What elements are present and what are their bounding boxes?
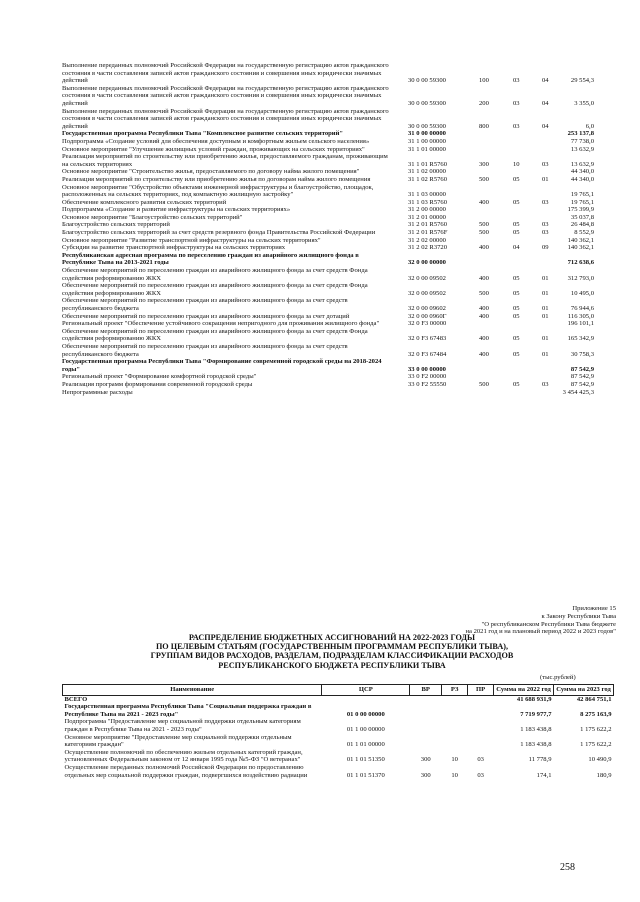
row-csr: 31 2 01 R5760	[408, 221, 448, 229]
appendix-line: на 2021 год и на плановый период 2022 и 2023 годов"	[465, 628, 616, 636]
table-row	[63, 718, 614, 733]
row-sum: 253 137,8	[567, 130, 594, 138]
row-pr: 03	[542, 160, 549, 168]
cell-pr	[468, 695, 494, 703]
row-csr: 32 0 00 0960Г	[408, 312, 447, 320]
row-csr: 31 1 03 R5760	[408, 198, 448, 206]
table-row	[63, 703, 614, 718]
header-pr: ПР	[468, 685, 494, 696]
list-item	[62, 184, 594, 199]
upper-budget-list	[62, 62, 594, 396]
cell-pr	[468, 703, 494, 718]
row-vr: 300	[479, 160, 489, 168]
row-csr: 31 1 02 R5760	[408, 175, 448, 183]
row-name: Основное мероприятие "Строительство жилья, предоставляемого по договору найма жилого помещения"	[62, 168, 360, 176]
row-vr: 800	[479, 122, 489, 130]
list-item	[62, 62, 594, 85]
row-csr: 30 0 00 59300	[408, 122, 446, 130]
row-sum: 76 944,6	[570, 305, 594, 312]
cell-rz: 10	[451, 771, 458, 779]
list-item	[62, 146, 594, 154]
row-name: Обеспечение мероприятий по переселению граждан из аварийного жилищного фонда за счет средств Фонда содействия реформированию ЖКХ	[62, 267, 368, 282]
table-row	[63, 695, 614, 703]
cell-vr	[410, 703, 442, 718]
cell-csr: 01 1 01 51370	[346, 771, 385, 779]
row-name: Реализация мероприятий по строительству или приобретению жилья, предоставляемого гражданам, проживающим на сельских территориях	[62, 153, 388, 168]
row-pr: 09	[542, 244, 549, 252]
row-vr: 400	[479, 305, 489, 312]
row-csr: 32 0 F3 67484	[408, 350, 447, 358]
row-name: Основное мероприятие "Благоустройство сельских территорий"	[62, 213, 243, 221]
row-name: Региональный проект "Обеспечение устойчивого сокращения непригодного для проживания жилищного фонда"	[62, 320, 380, 328]
row-vr: 100	[479, 77, 489, 85]
row-sum: 196 101,1	[567, 320, 594, 328]
cell-csr	[322, 695, 410, 703]
row-sum: 19 765,1	[570, 191, 594, 199]
row-sum: 8 552,9	[574, 229, 594, 237]
row-csr: 32 0 F3 00000	[408, 320, 447, 328]
row-name: Основное мероприятие "Развитие транспортной инфраструктуры на сельских территориях"	[62, 236, 321, 244]
header-csr: ЦСР	[322, 685, 410, 696]
row-sum: 87 542,9	[570, 373, 594, 381]
row-name: Республиканская адресная программа по переселению граждан из аварийного жилищного фонда в Республике Тыва на 2013-2021 годы	[62, 251, 359, 267]
list-item	[62, 373, 594, 381]
header-name: Наименование	[63, 685, 322, 696]
row-name: Выполнение переданных полномочий Российской Федерации на государственную регистрацию актов гражданского состояния в части составления записей актов гражданского состояния и совершения иных юридически значимых действий	[62, 107, 389, 130]
row-vr: 400	[479, 198, 489, 206]
cell-csr: 01 0 00 00000	[346, 710, 385, 718]
row-csr: 31 2 02 00000	[408, 236, 446, 244]
row-sum: 13 632,9	[570, 160, 594, 168]
row-sum: 140 362,1	[567, 244, 594, 252]
list-item	[62, 108, 594, 131]
row-name: Подпрограмма «Создание и развитие инфраструктуры на сельских территориях»	[62, 206, 291, 214]
row-rz: 03	[513, 99, 520, 107]
row-csr: 31 2 02 R3720	[408, 244, 448, 252]
cell-rz: 10	[451, 756, 458, 764]
list-item	[62, 282, 594, 297]
units-label: (тыс.рублей)	[540, 674, 576, 681]
row-rz: 05	[513, 312, 520, 320]
cell-s22: 1 183 438,8	[520, 741, 552, 749]
row-sum: 44 340,0	[570, 168, 594, 176]
row-pr: 01	[542, 175, 549, 183]
row-name: Выполнение переданных полномочий Российской Федерации на государственную регистрацию актов гражданского состояния в части составления записей актов гражданского состояния и совершения иных юридически значимых действий	[62, 84, 389, 107]
cell-rz	[442, 734, 468, 749]
row-vr: 500	[479, 380, 489, 388]
row-rz: 05	[513, 380, 520, 388]
list-item	[62, 168, 594, 176]
cell-s23: 42 864 751,1	[576, 695, 612, 703]
row-csr: 31 1 02 00000	[408, 168, 446, 176]
list-item	[62, 85, 594, 108]
row-name: Благоустройство сельских территорий	[62, 221, 170, 229]
row-csr: 31 1 01 00000	[408, 145, 446, 153]
row-sum: 30 758,3	[570, 350, 594, 358]
list-item	[62, 130, 594, 138]
row-sum: 35 037,8	[570, 213, 594, 221]
cell-s23: 1 175 622,2	[580, 741, 612, 749]
cell-pr: 03	[477, 756, 484, 764]
row-rz: 05	[513, 229, 520, 237]
list-item	[62, 381, 594, 389]
list-item	[62, 244, 594, 252]
row-sum: 312 793,0	[567, 274, 594, 282]
cell-rz	[442, 718, 468, 733]
row-sum: 140 362,1	[567, 236, 594, 244]
row-vr: 400	[479, 274, 489, 282]
row-name: Выполнение переданных полномочий Российской Федерации на государственную регистрацию актов гражданского состояния в части составления записей актов гражданского состояния и совершения иных юридически значимых действий	[62, 62, 389, 85]
row-name: Основное мероприятие "Улучшение жилищных условий граждан, проживающих на сельских территориях"	[62, 145, 365, 153]
row-csr: 32 0 00 09602	[408, 305, 446, 312]
list-item	[62, 389, 594, 397]
row-vr: 500	[479, 221, 489, 229]
row-name: Обеспечение мероприятий по переселению граждан из аварийного жилищного фонда за счет средств республиканского бюджета	[62, 342, 348, 358]
row-csr: 33 0 00 00000	[408, 365, 446, 373]
row-rz: 04	[513, 244, 520, 252]
cell-s23: 1 175 622,2	[580, 725, 612, 733]
cell-name: Государственная программа Республики Тыва "Социальная поддержка граждан в Республике Тыва на 2021 - 2023 годы"	[64, 703, 312, 718]
row-rz: 03	[513, 122, 520, 130]
heading-line: РАСПРЕДЕЛЕНИЕ БЮДЖЕТНЫХ АССИГНОВАНИЙ НА 2022-2023 ГОДЫ	[188, 633, 476, 642]
list-item	[62, 252, 594, 267]
row-pr: 01	[542, 335, 549, 343]
list-item	[62, 206, 594, 214]
cell-s23: 10 490,9	[588, 756, 612, 764]
row-rz: 05	[513, 221, 520, 229]
cell-pr	[468, 734, 494, 749]
header-sum-2023: Сумма на 2023 год	[554, 685, 614, 696]
row-vr: 400	[479, 312, 489, 320]
list-item	[62, 320, 594, 328]
row-vr: 400	[479, 335, 489, 343]
header-vr: ВР	[410, 685, 442, 696]
row-name: Обеспечение мероприятий по переселению граждан из аварийного жилищного фонда за счет средств республиканского бюджета	[62, 297, 348, 312]
row-csr: 32 0 00 09502	[408, 289, 446, 297]
cell-name: Подпрограмма "Предоставление мер социальной поддержки отдельным категориям граждан в Республике Тыва на 2021 - 2023 годы"	[64, 718, 301, 733]
cell-rz	[442, 695, 468, 703]
row-csr: 31 1 03 00000	[408, 191, 446, 199]
row-name: Основное мероприятие "Обустройство объектами инженерной инфраструктуры и благоустройство, площадок, расположенных на сельских территориях, под компактную жилищную застройку"	[62, 183, 374, 199]
row-name: Благоустройство сельских территорий за счет средств резервного фонда Правительства Российской Федерации	[62, 229, 376, 237]
table-row	[63, 764, 614, 779]
list-item	[62, 343, 594, 358]
row-pr: 04	[542, 122, 549, 130]
table-row	[63, 749, 614, 764]
row-csr: 32 0 00 09502	[408, 274, 446, 282]
row-pr: 03	[542, 229, 549, 237]
row-name: Подпрограмма «Создание условий для обеспечения доступным и комфортным жильем сельского населения»	[62, 137, 370, 145]
list-item	[62, 214, 594, 222]
list-item	[62, 138, 594, 146]
cell-s23: 8 275 163,9	[580, 710, 612, 718]
row-csr: 31 1 01 R5760	[408, 160, 448, 168]
cell-vr	[410, 734, 442, 749]
row-pr: 03	[542, 380, 549, 388]
row-sum: 87 542,9	[570, 365, 594, 373]
row-sum: 77 738,0	[570, 137, 594, 145]
cell-pr: 03	[477, 771, 484, 779]
list-item	[62, 221, 594, 229]
cell-s22: 11 778,9	[528, 756, 552, 764]
row-pr: 01	[542, 289, 549, 297]
row-pr: 03	[542, 221, 549, 229]
page-number: 258	[560, 862, 575, 873]
cell-s22: 41 688 931,9	[516, 695, 552, 703]
header-rz: РЗ	[442, 685, 468, 696]
document-heading	[62, 633, 602, 670]
row-name: Обеспечение мероприятий по переселению граждан из аварийного жилищного фонда за счет средств Фонда содействия реформированию ЖКХ	[62, 282, 368, 297]
row-name: Обеспечение мероприятий по переселению граждан из аварийного жилищного фонда за счет дотаций	[62, 312, 350, 320]
header-sum-2022: Сумма на 2022 год	[494, 685, 554, 696]
row-name: Обеспечение комплексного развития сельских территорий	[62, 198, 227, 206]
row-name: Реализация мероприятий по строительству или приобретению жилья по договорам найма жилого помещения	[62, 175, 371, 183]
cell-s23: 180,9	[596, 771, 612, 779]
list-item	[62, 237, 594, 245]
row-rz: 05	[513, 335, 520, 343]
cell-csr: 01 1 01 00000	[346, 741, 385, 749]
list-item	[62, 229, 594, 237]
list-item	[62, 358, 594, 373]
row-name: Государственная программа Республики Тыва "Комплексное развитие сельских территорий"	[62, 130, 344, 138]
cell-vr	[410, 718, 442, 733]
appendix-line: Приложение 15	[572, 605, 616, 612]
appendix-line: к Закону Республики Тыва	[541, 612, 616, 620]
list-item	[62, 176, 594, 184]
row-rz: 05	[513, 350, 520, 358]
cell-pr	[468, 718, 494, 733]
row-sum: 44 340,0	[570, 175, 594, 183]
cell-rz	[442, 703, 468, 718]
cell-s22: 174,1	[536, 771, 552, 779]
row-name: Реализация программ формирования современной городской среды	[62, 380, 253, 388]
row-csr: 31 1 00 00000	[408, 137, 446, 145]
budget-table	[62, 684, 614, 779]
row-sum: 165 342,9	[567, 335, 594, 343]
heading-line: ГРУППАМ ВИДОВ РАСХОДОВ, РАЗДЕЛАМ, ПОДРАЗДЕЛАМ КЛАССИФИКАЦИИ РАСХОДОВ	[150, 651, 514, 661]
row-pr: 01	[542, 350, 549, 358]
row-csr: 32 0 00 00000	[408, 259, 446, 267]
table-body	[63, 695, 614, 779]
row-pr: 01	[542, 312, 549, 320]
cell-csr: 01 1 01 51350	[346, 756, 385, 764]
row-rz: 05	[513, 305, 520, 312]
list-item	[62, 297, 594, 312]
row-csr: 31 2 00 00000	[408, 206, 446, 214]
row-rz: 05	[513, 274, 520, 282]
row-pr: 01	[542, 274, 549, 282]
row-csr: 32 0 F3 67483	[408, 335, 447, 343]
row-name: Субсидии на развитие транспортной инфраструктуры на сельских территориях	[62, 244, 286, 252]
cell-csr: 01 1 00 00000	[346, 725, 385, 733]
row-sum: 3 355,0	[574, 99, 594, 107]
row-vr: 400	[479, 244, 489, 252]
cell-name: Осуществление полномочий по обеспечению жильем отдельных категорий граждан, установленных Федеральным законом от 12 января 1995 года №5-ФЗ "О ветеранах"	[64, 748, 303, 764]
cell-name: Осуществление переданных полномочий Российской Федерации по предоставлению отдельных мер социальной поддержки граждан, подвергшихся воздействию радиации	[64, 763, 308, 779]
row-vr: 500	[479, 175, 489, 183]
table-row	[63, 734, 614, 749]
list-item	[62, 267, 594, 282]
appendix-line: "О республиканском Республики Тыва бюджете	[481, 620, 616, 628]
list-item	[62, 199, 594, 207]
row-name: Государственная программа Республики Тыва "Формирование современной городской среды на 2018-2024 годы"	[62, 358, 382, 373]
row-sum: 116 305,0	[567, 312, 594, 320]
row-name: Непрограммные расходы	[62, 388, 133, 396]
list-item	[62, 328, 594, 343]
table-header-row	[63, 685, 614, 696]
row-csr: 33 0 F2 00000	[408, 373, 447, 381]
row-name: Обеспечение мероприятий по переселению граждан из аварийного жилищного фонда за счет средств Фонда содействия реформированию ЖКХ	[62, 327, 368, 343]
cell-s22: 7 719 977,7	[520, 710, 552, 718]
row-csr: 31 2 01 R576F	[408, 229, 448, 237]
row-rz: 05	[513, 198, 520, 206]
list-item	[62, 153, 594, 168]
row-csr: 33 0 F2 55550	[408, 380, 447, 388]
cell-vr: 300	[420, 756, 431, 764]
cell-name: Основное мероприятие "Предоставление мер социальной поддержки отдельным категориям граждан"	[64, 733, 292, 749]
row-sum: 10 495,0	[570, 289, 594, 297]
row-rz: 05	[513, 175, 520, 183]
row-sum: 712 638,6	[567, 259, 594, 267]
cell-s22: 1 183 438,8	[520, 725, 552, 733]
appendix-reference	[404, 605, 616, 636]
row-vr: 500	[479, 229, 489, 237]
cell-vr: 300	[420, 771, 431, 779]
row-sum: 13 632,9	[570, 145, 594, 153]
heading-line: ПО ЦЕЛЕВЫМ СТАТЬЯМ (ГОСУДАРСТВЕННЫМ ПРОГРАММАМ РЕСПУБЛИКИ ТЫВА),	[155, 642, 509, 652]
row-sum: 26 484,8	[570, 221, 594, 229]
row-sum: 19 765,1	[570, 198, 594, 206]
row-sum: 29 554,3	[570, 77, 594, 85]
list-item	[62, 313, 594, 321]
row-csr: 31 2 01 00000	[408, 213, 446, 221]
row-pr: 03	[542, 198, 549, 206]
row-vr: 500	[479, 289, 489, 297]
row-sum: 87 542,9	[570, 380, 594, 388]
heading-line: РЕСПУБЛИКАНСКОГО БЮДЖЕТА РЕСПУБЛИКИ ТЫВА	[218, 660, 446, 670]
row-csr: 30 0 00 59300	[408, 77, 446, 85]
row-sum: 175 399,9	[567, 206, 594, 214]
row-pr: 01	[542, 305, 549, 312]
cell-vr	[410, 695, 442, 703]
row-rz: 10	[513, 160, 520, 168]
row-name: Региональный проект "Формирование комфортной городской среды"	[62, 373, 257, 381]
row-sum: 3 454 425,3	[562, 388, 594, 396]
row-pr: 04	[542, 99, 549, 107]
row-csr: 31 0 00 00000	[408, 130, 446, 138]
row-vr: 400	[479, 350, 489, 358]
row-csr: 30 0 00 59300	[408, 99, 446, 107]
row-rz: 03	[513, 77, 520, 85]
row-vr: 200	[479, 99, 489, 107]
row-rz: 05	[513, 289, 520, 297]
row-pr: 04	[542, 77, 549, 85]
cell-name: ВСЕГО	[64, 695, 88, 703]
row-sum: 6,0	[585, 122, 594, 130]
